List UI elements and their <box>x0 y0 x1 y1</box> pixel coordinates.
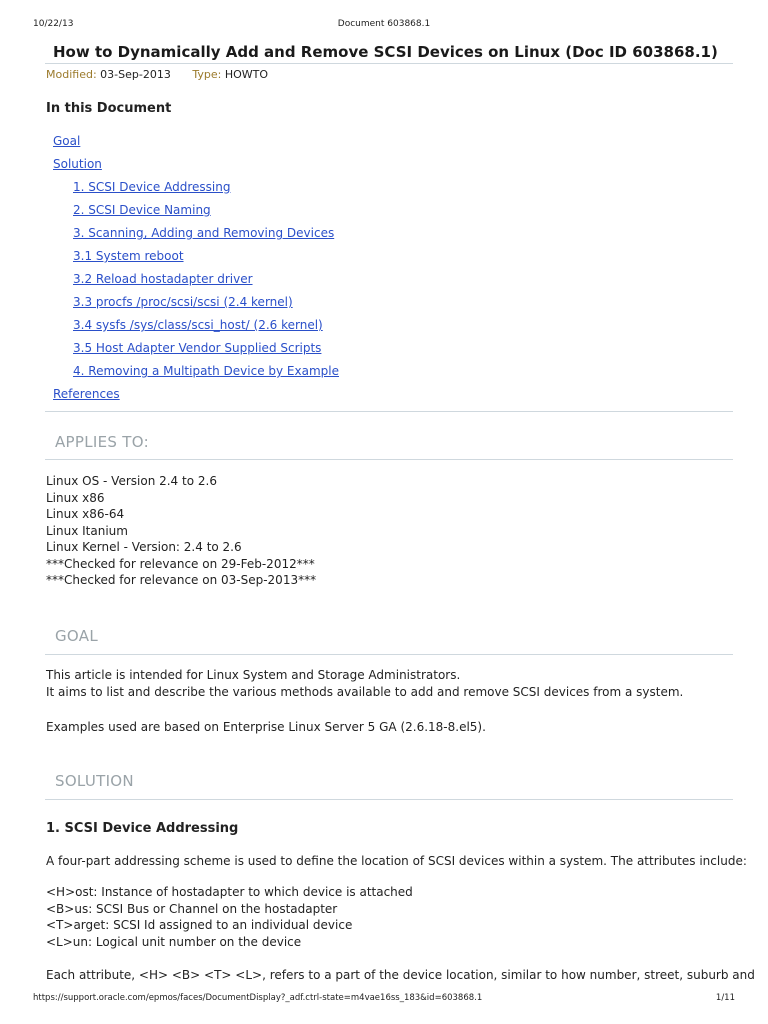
document-meta <box>46 68 286 81</box>
title-divider <box>45 63 733 64</box>
applies-to-divider <box>45 459 733 460</box>
print-url: https://support.oracle.com/epmos/faces/DocumentDisplay?_adf.ctrl-state=m4vae16ss_183&id=603868.1 <box>33 993 483 1003</box>
type-label: Type: <box>192 68 222 81</box>
toc-link[interactable]: 3.3 procfs /proc/scsi/scsi (2.4 kernel) <box>73 295 293 309</box>
toc-link[interactable]: Solution <box>53 157 102 171</box>
toc-link[interactable]: References <box>53 387 120 401</box>
applies-to-list <box>46 473 316 589</box>
goal-heading: GOAL <box>55 627 98 645</box>
solution-divider <box>45 799 733 800</box>
addressing-intro: A four-part addressing scheme is used to define the location of SCSI devices within a system. The attributes include: <box>46 854 747 868</box>
addressing-trailing: Each attribute, <H> <B> <T> <L>, refers to a part of the device location, similar to how number, street, suburb and <box>46 968 755 982</box>
toc-title: In this Document <box>46 101 172 116</box>
toc-link[interactable]: 3.1 System reboot <box>73 249 184 263</box>
toc-link[interactable]: 2. SCSI Device Naming <box>73 203 211 217</box>
modified-value: 03-Sep-2013 <box>100 68 171 81</box>
goal-divider <box>45 654 733 655</box>
modified-label: Modified: <box>46 68 97 81</box>
toc-link[interactable]: 3.4 sysfs /sys/class/scsi_host/ (2.6 kernel) <box>73 318 323 332</box>
goal-paragraph <box>46 667 683 700</box>
toc-link[interactable]: 3.5 Host Adapter Vendor Supplied Scripts <box>73 341 322 355</box>
applies-to-heading: APPLIES TO: <box>55 433 149 451</box>
print-doc-title: Document 603868.1 <box>337 19 431 29</box>
applies-to-line: ***Checked for relevance on 29-Feb-2012*** <box>46 556 315 571</box>
attribute-line: <H>ost: Instance of hostadapter to which device is attached <box>46 885 413 899</box>
print-date: 10/22/13 <box>33 19 74 29</box>
applies-to-line: ***Checked for relevance on 03-Sep-2013*** <box>46 573 317 587</box>
goal-line: It aims to list and describe the various methods available to add and remove SCSI devices from a system. <box>46 684 684 699</box>
toc-link[interactable]: 1. SCSI Device Addressing <box>73 180 231 194</box>
solution-heading: SOLUTION <box>55 772 134 790</box>
applies-to-line: Linux x86-64 <box>46 507 125 521</box>
addressing-attributes <box>46 884 413 950</box>
document-title: How to Dynamically Add and Remove SCSI Devices on Linux (Doc ID 603868.1) <box>53 43 718 61</box>
applies-to-line: Linux Kernel - Version: 2.4 to 2.6 <box>46 540 242 554</box>
applies-to-line: Linux x86 <box>46 490 105 505</box>
type-value: HOWTO <box>224 68 268 81</box>
goal-line: This article is intended for Linux System and Storage Administrators. <box>46 668 461 682</box>
toc-link[interactable]: Goal <box>53 134 81 148</box>
applies-to-line: Linux OS - Version 2.4 to 2.6 <box>46 474 217 488</box>
page-number: 1/11 <box>715 993 735 1003</box>
attribute-line: <T>arget: SCSI Id assigned to an individual device <box>46 918 353 932</box>
attribute-line: <B>us: SCSI Bus or Channel on the hostadapter <box>46 901 338 916</box>
subsection-heading: 1. SCSI Device Addressing <box>46 821 239 836</box>
toc-link[interactable]: 3. Scanning, Adding and Removing Devices <box>73 226 335 240</box>
attribute-line: <L>un: Logical unit number on the device <box>46 934 302 949</box>
goal-examples: Examples used are based on Enterprise Linux Server 5 GA (2.6.18-8.el5). <box>46 720 486 734</box>
toc-link[interactable]: 4. Removing a Multipath Device by Example <box>73 364 339 378</box>
applies-to-line: Linux Itanium <box>46 523 128 538</box>
toc-link[interactable]: 3.2 Reload hostadapter driver <box>73 272 253 286</box>
toc-divider <box>45 411 733 412</box>
